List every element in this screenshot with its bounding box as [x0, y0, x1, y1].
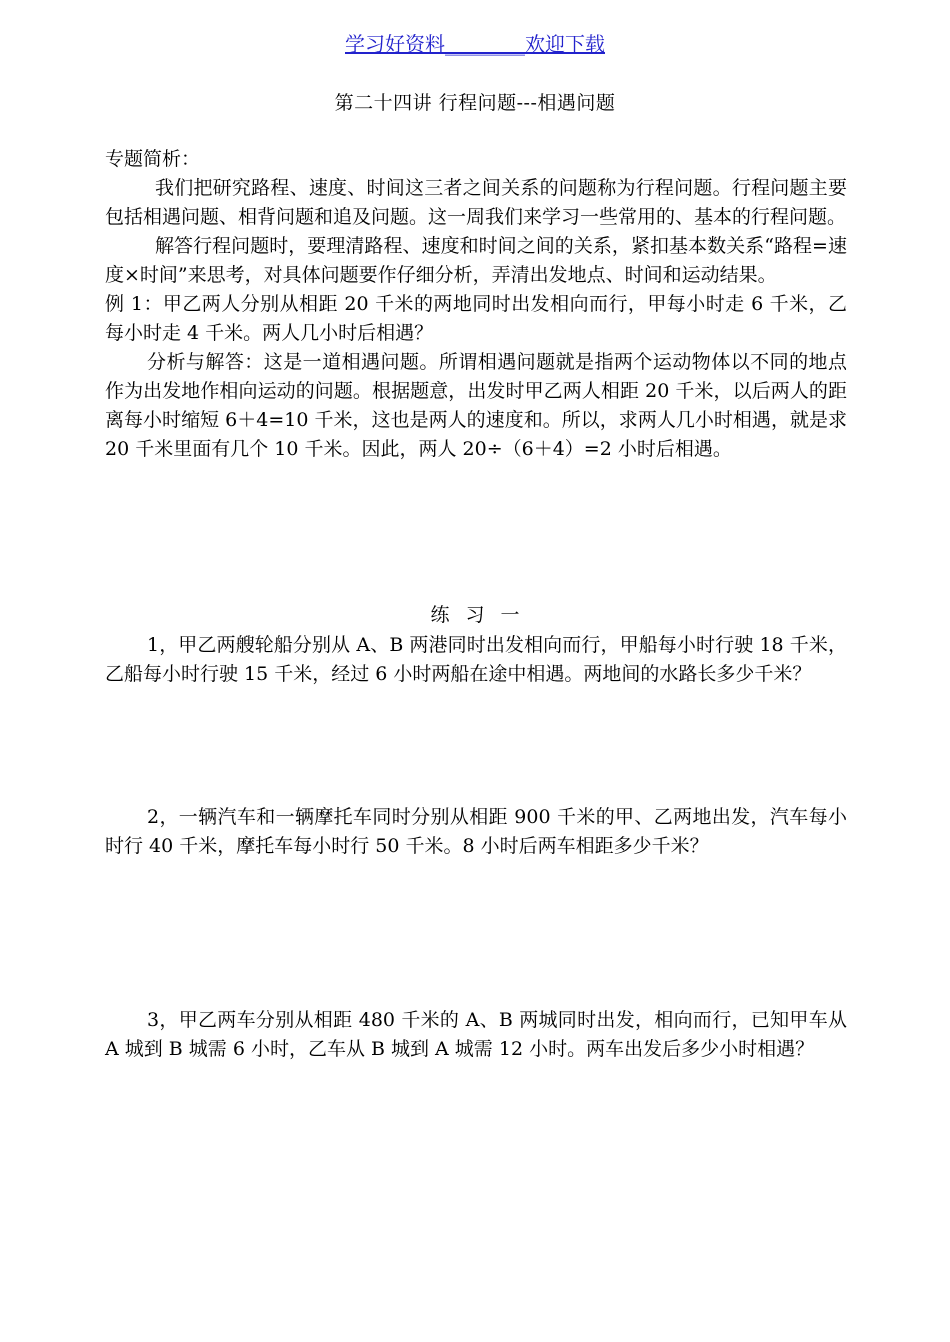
intro-label: 专题简析： — [105, 148, 201, 170]
problem-text: 1，甲乙两艘轮船分别从 A、B 两港同时出发相向而行，甲船每小时行驶 18 千米，乙船每小时行驶 15 千米，经过 6 小时两船在途中相遇。两地间的水路长多少千米？ — [105, 634, 847, 685]
example-question: 例 1：甲乙两人分别从相距 20 千米的两地同时出发相向而行，甲每小时走 6 千米，乙每小时走 4 千米。两人几小时后相遇？ — [105, 293, 847, 344]
practice-title: 练习一 — [430, 604, 536, 626]
header-separator: ________ — [445, 32, 525, 56]
example-analysis: 分析与解答：这是一道相遇问题。所谓相遇问题就是指两个运动物体以不同的地点作为出发地作相向运动的问题。根据题意，出发时甲乙两人相距 20 千米，以后两人的距离每小时缩短 6＋4=10 千米，这也是两人的速度和。所以，求两人几小时相遇，就是求 20 千米里面有几个 10 千米。因此，两人 20÷（6＋4）=2 小时后相遇。 — [105, 351, 847, 460]
intro-section — [105, 145, 847, 464]
practice-problem-1 — [105, 631, 847, 689]
problem-text: 2，一辆汽车和一辆摩托车同时分别从相距 900 千米的甲、乙两地出发，汽车每小时行 40 千米，摩托车每小时行 50 千米。8 小时后两车相距多少千米？ — [105, 806, 847, 857]
intro-paragraph-2: 解答行程问题时，要理清路程、速度和时间之间的关系，紧扣基本数关系“路程=速度×时间”来思考，对具体问题要作仔细分析，弄清出发地点、时间和运动结果。 — [105, 235, 847, 286]
header-right-text[interactable]: 欢迎下载 — [525, 32, 605, 56]
practice-problem-3 — [105, 1006, 847, 1064]
page-header[interactable] — [0, 28, 950, 57]
problem-text: 3，甲乙两车分别从相距 480 千米的 A、B 两城同时出发，相向而行，已知甲车从 A 城到 B 城需 6 小时，乙车从 B 城到 A 城需 12 小时。两车出发后多少小时相遇？ — [105, 1009, 847, 1060]
lecture-title: 第二十四讲 行程问题---相遇问题 — [334, 92, 616, 114]
practice-problem-2 — [105, 803, 847, 861]
header-left-text[interactable]: 学习好资料 — [345, 32, 445, 56]
intro-paragraph-1: 我们把研究路程、速度、时间这三者之间关系的问题称为行程问题。行程问题主要包括相遇问题、相背问题和追及问题。这一周我们来学习一些常用的、基本的行程问题。 — [105, 177, 847, 228]
